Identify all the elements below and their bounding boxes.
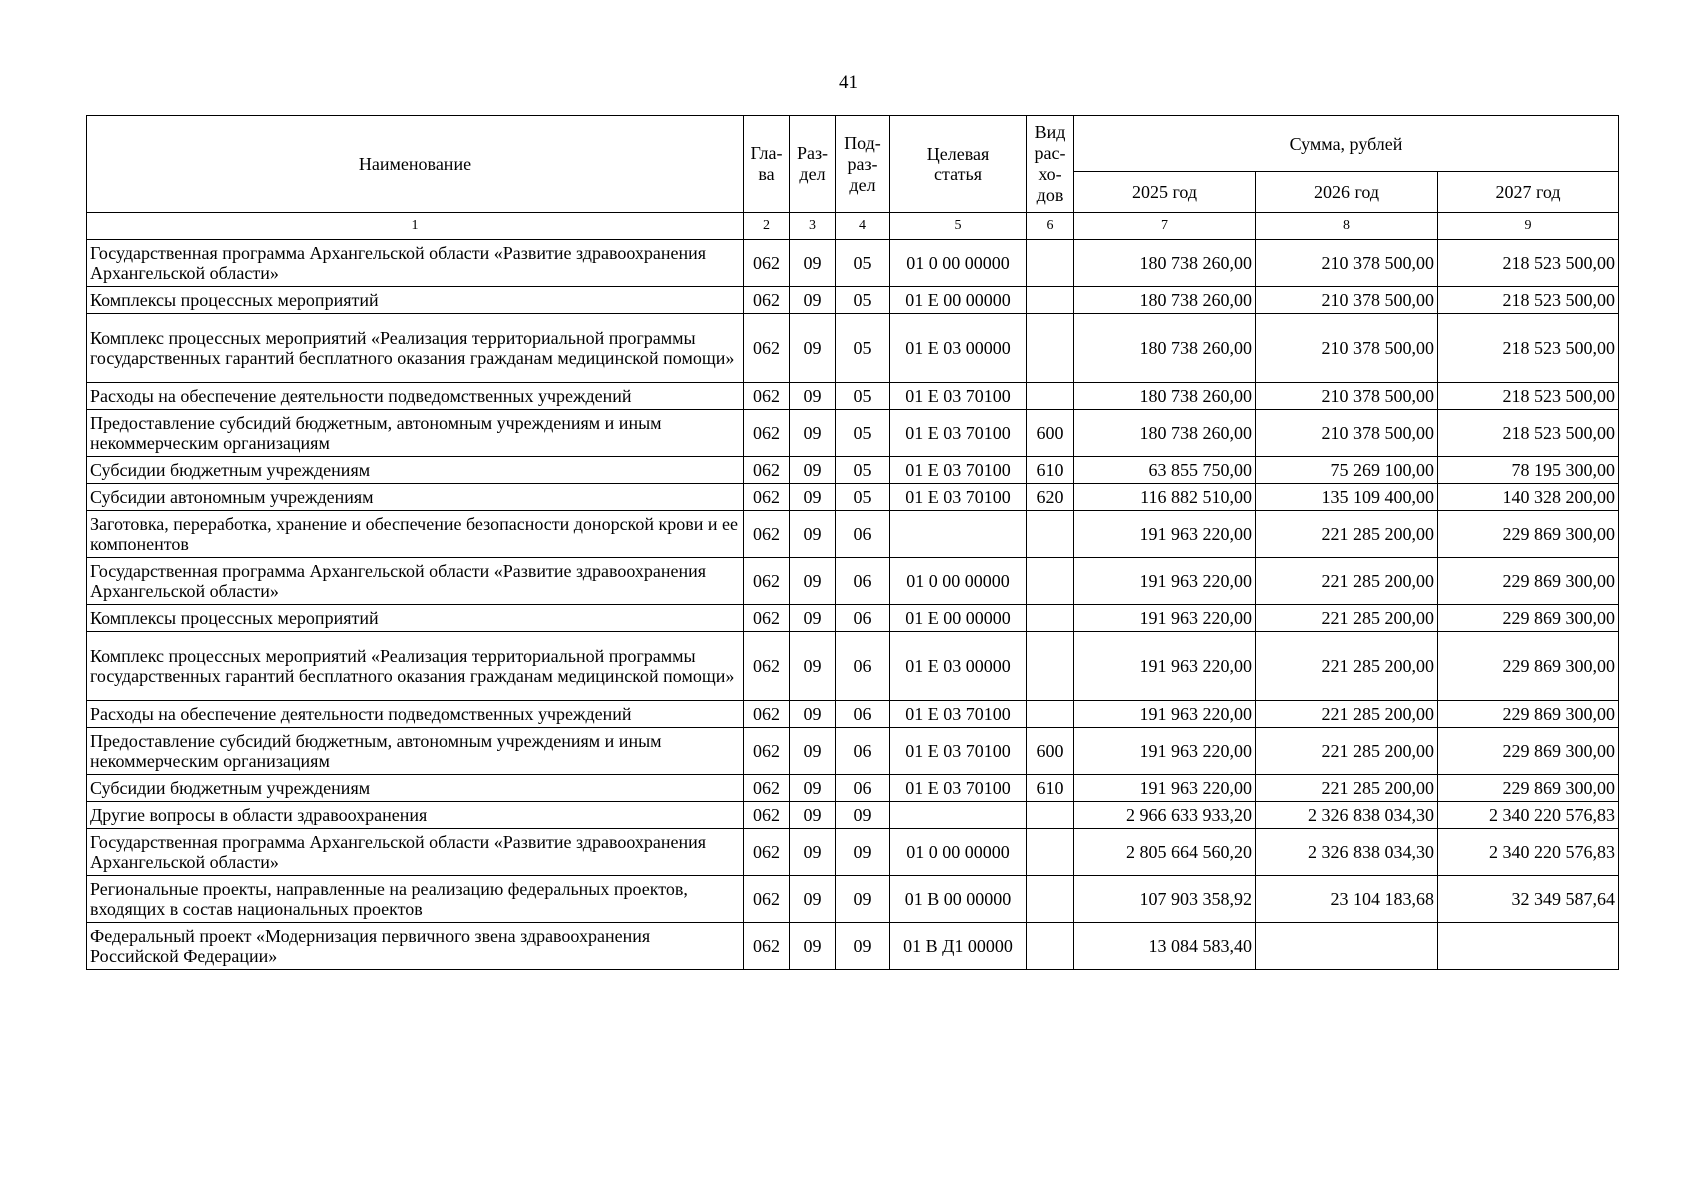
row-amount-2025: 116 882 510,00 — [1074, 484, 1256, 511]
row-tselevaya-statya: 01 Е 03 70100 — [890, 383, 1027, 410]
row-vid-raskhodov — [1027, 923, 1074, 970]
column-number: 9 — [1438, 213, 1619, 240]
header-tselevaya-statya: Целевая статья — [890, 116, 1027, 213]
row-name: Комплексы процессных мероприятий — [87, 287, 744, 314]
row-tselevaya-statya: 01 Е 00 00000 — [890, 287, 1027, 314]
row-vid-raskhodov: 610 — [1027, 775, 1074, 802]
row-amount-2027: 229 869 300,00 — [1438, 775, 1619, 802]
row-amount-2025: 191 963 220,00 — [1074, 701, 1256, 728]
row-amount-2027: 229 869 300,00 — [1438, 605, 1619, 632]
row-amount-2027: 2 340 220 576,83 — [1438, 829, 1619, 876]
row-tselevaya-statya: 01 0 00 00000 — [890, 240, 1027, 287]
row-podrazdel: 09 — [836, 923, 890, 970]
row-vid-raskhodov — [1027, 876, 1074, 923]
row-amount-2026: 75 269 100,00 — [1256, 457, 1438, 484]
header-podrazdel: Под- раз- дел — [836, 116, 890, 213]
row-amount-2027: 218 523 500,00 — [1438, 240, 1619, 287]
row-glava: 062 — [744, 728, 790, 775]
row-amount-2026: 221 285 200,00 — [1256, 701, 1438, 728]
column-number: 8 — [1256, 213, 1438, 240]
row-amount-2026: 221 285 200,00 — [1256, 605, 1438, 632]
row-glava: 062 — [744, 383, 790, 410]
row-razdel: 09 — [790, 383, 836, 410]
row-podrazdel: 05 — [836, 314, 890, 383]
column-number: 6 — [1027, 213, 1074, 240]
row-vid-raskhodov — [1027, 287, 1074, 314]
row-tselevaya-statya: 01 В Д1 00000 — [890, 923, 1027, 970]
row-amount-2025: 180 738 260,00 — [1074, 287, 1256, 314]
row-amount-2026: 23 104 183,68 — [1256, 876, 1438, 923]
row-amount-2026: 221 285 200,00 — [1256, 558, 1438, 605]
row-vid-raskhodov — [1027, 632, 1074, 701]
row-amount-2027: 218 523 500,00 — [1438, 410, 1619, 457]
row-vid-raskhodov — [1027, 383, 1074, 410]
column-number: 4 — [836, 213, 890, 240]
row-vid-raskhodov — [1027, 511, 1074, 558]
row-name: Другие вопросы в области здравоохранения — [87, 802, 744, 829]
row-tselevaya-statya: 01 Е 03 00000 — [890, 314, 1027, 383]
row-razdel: 09 — [790, 240, 836, 287]
row-name: Региональные проекты, направленные на реализацию федеральных проектов, входящих в состав национальных проектов — [87, 876, 744, 923]
row-name: Комплексы процессных мероприятий — [87, 605, 744, 632]
table-row — [87, 923, 1619, 970]
row-podrazdel: 09 — [836, 802, 890, 829]
row-razdel: 09 — [790, 558, 836, 605]
row-podrazdel: 09 — [836, 829, 890, 876]
table-row — [87, 701, 1619, 728]
row-glava: 062 — [744, 605, 790, 632]
header-year-2027: 2027 год — [1438, 172, 1619, 213]
row-amount-2027: 140 328 200,00 — [1438, 484, 1619, 511]
row-amount-2027: 218 523 500,00 — [1438, 383, 1619, 410]
row-amount-2025: 191 963 220,00 — [1074, 605, 1256, 632]
row-amount-2026: 221 285 200,00 — [1256, 632, 1438, 701]
row-glava: 062 — [744, 632, 790, 701]
row-glava: 062 — [744, 240, 790, 287]
row-razdel: 09 — [790, 775, 836, 802]
row-podrazdel: 05 — [836, 240, 890, 287]
header-year-2025: 2025 год — [1074, 172, 1256, 213]
row-name: Предоставление субсидий бюджетным, автономным учреждениям и иным некоммерческим организациям — [87, 410, 744, 457]
row-glava: 062 — [744, 484, 790, 511]
row-razdel: 09 — [790, 802, 836, 829]
row-amount-2025: 191 963 220,00 — [1074, 558, 1256, 605]
row-name: Федеральный проект «Модернизация первичного звена здравоохранения Российской Федерации» — [87, 923, 744, 970]
row-vid-raskhodov — [1027, 558, 1074, 605]
row-amount-2025: 180 738 260,00 — [1074, 383, 1256, 410]
row-amount-2026: 210 378 500,00 — [1256, 383, 1438, 410]
row-vid-raskhodov — [1027, 829, 1074, 876]
row-amount-2026: 135 109 400,00 — [1256, 484, 1438, 511]
row-vid-raskhodov: 620 — [1027, 484, 1074, 511]
row-tselevaya-statya — [890, 802, 1027, 829]
row-razdel: 09 — [790, 829, 836, 876]
row-glava: 062 — [744, 802, 790, 829]
row-podrazdel: 06 — [836, 701, 890, 728]
budget-table — [86, 115, 1619, 970]
row-vid-raskhodov: 610 — [1027, 457, 1074, 484]
row-podrazdel: 06 — [836, 511, 890, 558]
row-amount-2025: 107 903 358,92 — [1074, 876, 1256, 923]
row-amount-2027: 229 869 300,00 — [1438, 701, 1619, 728]
row-amount-2026: 2 326 838 034,30 — [1256, 829, 1438, 876]
table-body — [87, 240, 1619, 970]
row-amount-2026: 210 378 500,00 — [1256, 287, 1438, 314]
header-vid-raskhodov: Вид рас- хо- дов — [1027, 116, 1074, 213]
table-row — [87, 558, 1619, 605]
row-name: Государственная программа Архангельской области «Развитие здравоохранения Архангельской области» — [87, 240, 744, 287]
row-vid-raskhodov: 600 — [1027, 728, 1074, 775]
row-podrazdel: 05 — [836, 484, 890, 511]
table-row — [87, 314, 1619, 383]
row-amount-2026: 210 378 500,00 — [1256, 240, 1438, 287]
row-name: Заготовка, переработка, хранение и обеспечение безопасности донорской крови и ее компонентов — [87, 511, 744, 558]
row-name: Расходы на обеспечение деятельности подведомственных учреждений — [87, 701, 744, 728]
row-name: Субсидии автономным учреждениям — [87, 484, 744, 511]
row-amount-2027: 32 349 587,64 — [1438, 876, 1619, 923]
table-row — [87, 457, 1619, 484]
column-number: 7 — [1074, 213, 1256, 240]
header-summa: Сумма, рублей — [1074, 116, 1619, 172]
row-glava: 062 — [744, 287, 790, 314]
table-row — [87, 511, 1619, 558]
row-amount-2026: 210 378 500,00 — [1256, 314, 1438, 383]
row-vid-raskhodov — [1027, 605, 1074, 632]
row-amount-2026: 221 285 200,00 — [1256, 775, 1438, 802]
row-podrazdel: 09 — [836, 876, 890, 923]
row-razdel: 09 — [790, 314, 836, 383]
column-number: 1 — [87, 213, 744, 240]
row-amount-2027: 229 869 300,00 — [1438, 632, 1619, 701]
row-amount-2025: 2 966 633 933,20 — [1074, 802, 1256, 829]
row-amount-2027 — [1438, 923, 1619, 970]
row-podrazdel: 05 — [836, 457, 890, 484]
row-razdel: 09 — [790, 511, 836, 558]
row-amount-2026 — [1256, 923, 1438, 970]
row-glava: 062 — [744, 876, 790, 923]
row-podrazdel: 06 — [836, 632, 890, 701]
row-tselevaya-statya: 01 Е 03 70100 — [890, 484, 1027, 511]
row-glava: 062 — [744, 701, 790, 728]
row-razdel: 09 — [790, 728, 836, 775]
row-razdel: 09 — [790, 632, 836, 701]
row-podrazdel: 05 — [836, 410, 890, 457]
row-amount-2025: 2 805 664 560,20 — [1074, 829, 1256, 876]
row-razdel: 09 — [790, 410, 836, 457]
row-name: Государственная программа Архангельской области «Развитие здравоохранения Архангельской области» — [87, 558, 744, 605]
row-name: Расходы на обеспечение деятельности подведомственных учреждений — [87, 383, 744, 410]
table-row — [87, 728, 1619, 775]
row-amount-2025: 180 738 260,00 — [1074, 410, 1256, 457]
header-year-2026: 2026 год — [1256, 172, 1438, 213]
row-glava: 062 — [744, 457, 790, 484]
row-razdel: 09 — [790, 484, 836, 511]
row-tselevaya-statya: 01 0 00 00000 — [890, 558, 1027, 605]
row-vid-raskhodov: 600 — [1027, 410, 1074, 457]
header-razdel: Раз- дел — [790, 116, 836, 213]
row-podrazdel: 06 — [836, 605, 890, 632]
row-podrazdel: 06 — [836, 728, 890, 775]
table-row — [87, 632, 1619, 701]
table-row — [87, 775, 1619, 802]
row-amount-2026: 2 326 838 034,30 — [1256, 802, 1438, 829]
row-name: Субсидии бюджетным учреждениям — [87, 457, 744, 484]
table-row — [87, 802, 1619, 829]
row-amount-2027: 229 869 300,00 — [1438, 511, 1619, 558]
row-amount-2027: 218 523 500,00 — [1438, 287, 1619, 314]
table-row — [87, 240, 1619, 287]
row-tselevaya-statya: 01 Е 03 70100 — [890, 410, 1027, 457]
row-amount-2027: 229 869 300,00 — [1438, 558, 1619, 605]
row-razdel: 09 — [790, 605, 836, 632]
table-row — [87, 287, 1619, 314]
column-number: 3 — [790, 213, 836, 240]
row-amount-2025: 180 738 260,00 — [1074, 314, 1256, 383]
row-glava: 062 — [744, 829, 790, 876]
row-podrazdel: 05 — [836, 287, 890, 314]
column-number: 5 — [890, 213, 1027, 240]
table-row — [87, 876, 1619, 923]
row-podrazdel: 06 — [836, 558, 890, 605]
row-name: Субсидии бюджетным учреждениям — [87, 775, 744, 802]
row-tselevaya-statya: 01 Е 03 70100 — [890, 457, 1027, 484]
row-tselevaya-statya: 01 Е 00 00000 — [890, 605, 1027, 632]
row-razdel: 09 — [790, 876, 836, 923]
header-glava: Гла- ва — [744, 116, 790, 213]
row-razdel: 09 — [790, 923, 836, 970]
row-razdel: 09 — [790, 701, 836, 728]
table-row — [87, 605, 1619, 632]
row-glava: 062 — [744, 923, 790, 970]
row-amount-2025: 191 963 220,00 — [1074, 632, 1256, 701]
row-name: Комплекс процессных мероприятий «Реализация территориальной программы государственных гарантий бесплатного оказания гражданам медицинской помощи» — [87, 632, 744, 701]
row-glava: 062 — [744, 558, 790, 605]
row-amount-2026: 221 285 200,00 — [1256, 728, 1438, 775]
row-amount-2025: 63 855 750,00 — [1074, 457, 1256, 484]
row-amount-2026: 210 378 500,00 — [1256, 410, 1438, 457]
row-glava: 062 — [744, 511, 790, 558]
row-amount-2025: 13 084 583,40 — [1074, 923, 1256, 970]
row-tselevaya-statya: 01 Е 03 70100 — [890, 701, 1027, 728]
row-razdel: 09 — [790, 287, 836, 314]
row-glava: 062 — [744, 314, 790, 383]
column-number-row — [87, 213, 1619, 240]
column-number: 2 — [744, 213, 790, 240]
row-vid-raskhodov — [1027, 240, 1074, 287]
table-row — [87, 383, 1619, 410]
row-vid-raskhodov — [1027, 802, 1074, 829]
table-row — [87, 410, 1619, 457]
row-glava: 062 — [744, 775, 790, 802]
row-tselevaya-statya: 01 Е 03 70100 — [890, 775, 1027, 802]
row-tselevaya-statya: 01 В 00 00000 — [890, 876, 1027, 923]
row-podrazdel: 06 — [836, 775, 890, 802]
table-row — [87, 484, 1619, 511]
row-tselevaya-statya: 01 Е 03 00000 — [890, 632, 1027, 701]
header-name: Наименование — [87, 116, 744, 213]
page-number: 41 — [839, 72, 858, 93]
row-amount-2025: 180 738 260,00 — [1074, 240, 1256, 287]
row-tselevaya-statya — [890, 511, 1027, 558]
row-name: Государственная программа Архангельской области «Развитие здравоохранения Архангельской области» — [87, 829, 744, 876]
row-name: Предоставление субсидий бюджетным, автономным учреждениям и иным некоммерческим организациям — [87, 728, 744, 775]
row-amount-2025: 191 963 220,00 — [1074, 511, 1256, 558]
row-podrazdel: 05 — [836, 383, 890, 410]
row-vid-raskhodov — [1027, 701, 1074, 728]
row-razdel: 09 — [790, 457, 836, 484]
row-tselevaya-statya: 01 0 00 00000 — [890, 829, 1027, 876]
row-amount-2026: 221 285 200,00 — [1256, 511, 1438, 558]
row-vid-raskhodov — [1027, 314, 1074, 383]
header-row — [87, 116, 1619, 172]
row-amount-2027: 229 869 300,00 — [1438, 728, 1619, 775]
row-tselevaya-statya: 01 Е 03 70100 — [890, 728, 1027, 775]
row-amount-2027: 2 340 220 576,83 — [1438, 802, 1619, 829]
row-amount-2027: 78 195 300,00 — [1438, 457, 1619, 484]
row-name: Комплекс процессных мероприятий «Реализация территориальной программы государственных гарантий бесплатного оказания гражданам медицинской помощи» — [87, 314, 744, 383]
row-amount-2025: 191 963 220,00 — [1074, 728, 1256, 775]
table-row — [87, 829, 1619, 876]
row-glava: 062 — [744, 410, 790, 457]
row-amount-2027: 218 523 500,00 — [1438, 314, 1619, 383]
row-amount-2025: 191 963 220,00 — [1074, 775, 1256, 802]
